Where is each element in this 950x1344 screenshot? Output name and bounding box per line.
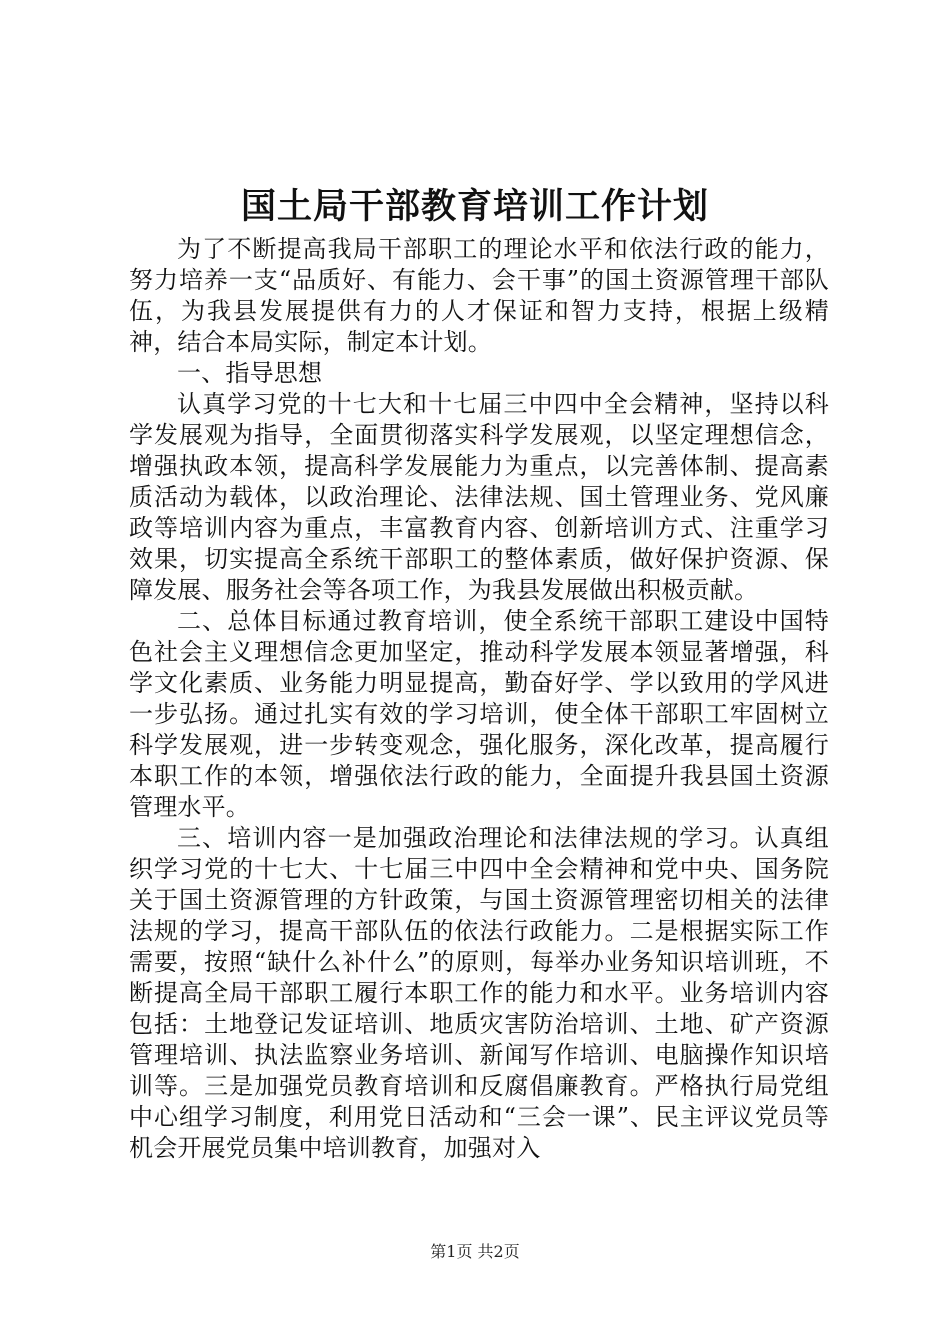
training-content-paragraph: 三、培训内容一是加强政治理论和法律法规的学习。认真组织学习党的十七大、十七届三中四中全会精神和党中央、国务院关于国土资源管理的方针政策，与国土资源管理密切相关的法律法规的学习，提高干部队伍的依法行政能力。二是根据实际工作需要，按照“缺什么补什么”的原则，每举办业务知识培训班，不断提高全局干部职工履行本职工作的能力和水平。业务培训内容包括：土地登记发证培训、地质灾害防治培训、土地、矿产资源管理培训、执法监察业务培训、新闻写作培训、电脑操作知识培训等。三是加强党员教育培训和反腐倡廉教育。严格执行局党组中心组学习制度，利用党日活动和“三会一课”、民主评议党员等机会开展党员集中培训教育，加强对入	[129, 824, 829, 1162]
document-body	[129, 234, 829, 1164]
intro-paragraph: 为了不断提高我局干部职工的理论水平和依法行政的能力，努力培养一支“品质好、有能力、会干事”的国土资源管理干部队伍，为我县发展提供有力的人才保证和智力支持，根据上级精神，结合本局实际，制定本计划。	[129, 235, 829, 356]
page-footer: 第1页 共2页	[430, 1242, 520, 1261]
overall-goal-paragraph: 二、总体目标通过教育培训，使全系统干部职工建设中国特色社会主义理想信念更加坚定，推动科学发展本领显著增强，科学文化素质、业务能力明显提高，勤奋好学、学以致用的学风进一步弘扬。通过扎实有效的学习培训，使全体干部职工牢固树立科学发展观，进一步转变观念，强化服务，深化改革，提高履行本职工作的本领，增强依法行政的能力，全面提升我县国土资源管理水平。	[129, 607, 829, 821]
document-title: 国土局干部教育培训工作计划	[240, 186, 709, 227]
section-heading-guiding-thought: 一、指导思想	[177, 359, 323, 387]
guiding-thought-paragraph: 认真学习党的十七大和十七届三中四中全会精神，坚持以科学发展观为指导，全面贯彻落实科学发展观，以坚定理想信念，增强执政本领，提高科学发展能力为重点，以完善体制、提高素质活动为载体，以政治理论、法律法规、国土管理业务、党风廉政等培训内容为重点，丰富教育内容、创新培训方式、注重学习效果，切实提高全系统干部职工的整体素质，做好保护资源、保障发展、服务社会等各项工作，为我县发展做出积极贡献。	[129, 390, 829, 604]
